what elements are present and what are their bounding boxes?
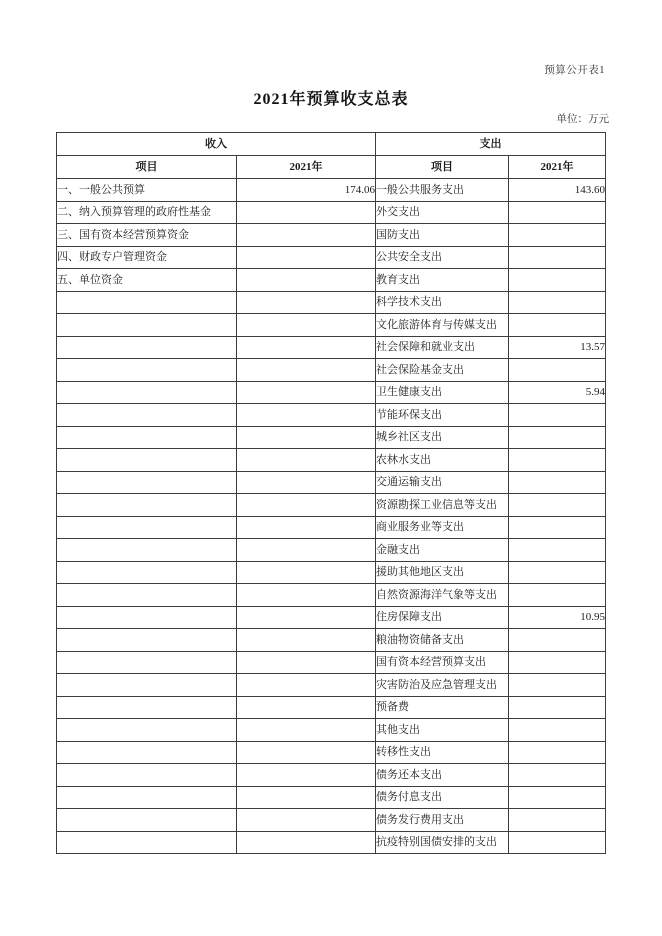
expense-item-cell: 一般公共服务支出 xyxy=(376,179,509,202)
income-group-header: 收入 xyxy=(57,133,376,156)
expense-item-cell: 交通运输支出 xyxy=(376,471,509,494)
income-item-cell xyxy=(57,291,237,314)
expense-value-cell xyxy=(509,494,606,517)
income-item-cell xyxy=(57,674,237,697)
table-row xyxy=(57,606,606,629)
expense-value-cell xyxy=(509,404,606,427)
income-item-cell xyxy=(57,786,237,809)
column-header-row xyxy=(57,156,606,179)
income-item-cell xyxy=(57,426,237,449)
income-item-cell: 二、纳入预算管理的政府性基金 xyxy=(57,201,237,224)
expense-item-cell: 住房保障支出 xyxy=(376,606,509,629)
expense-year-column-header: 2021年 xyxy=(509,156,606,179)
income-value-cell xyxy=(237,629,376,652)
table-row xyxy=(57,516,606,539)
income-item-cell xyxy=(57,764,237,787)
expense-item-cell: 债务付息支出 xyxy=(376,786,509,809)
income-value-cell xyxy=(237,651,376,674)
income-value-cell xyxy=(237,584,376,607)
expense-item-cell: 外交支出 xyxy=(376,201,509,224)
income-value-cell xyxy=(237,516,376,539)
table-row xyxy=(57,494,606,517)
table-row xyxy=(57,381,606,404)
income-item-cell xyxy=(57,314,237,337)
table-row xyxy=(57,246,606,269)
income-value-cell xyxy=(237,449,376,472)
income-value-cell xyxy=(237,786,376,809)
table-row xyxy=(57,426,606,449)
expense-item-cell: 自然资源海洋气象等支出 xyxy=(376,584,509,607)
budget-table xyxy=(56,132,606,854)
income-value-cell: 174.06 xyxy=(237,179,376,202)
income-item-cell: 一、一般公共预算 xyxy=(57,179,237,202)
table-row xyxy=(57,471,606,494)
income-item-cell xyxy=(57,831,237,854)
table-row xyxy=(57,539,606,562)
table-row xyxy=(57,651,606,674)
expense-item-cell: 抗疫特别国债安排的支出 xyxy=(376,831,509,854)
table-row xyxy=(57,629,606,652)
income-item-cell xyxy=(57,606,237,629)
income-value-cell xyxy=(237,201,376,224)
income-item-cell xyxy=(57,651,237,674)
table-row xyxy=(57,719,606,742)
income-value-cell xyxy=(237,696,376,719)
table-row xyxy=(57,786,606,809)
corner-note: 预算公开表1 xyxy=(544,65,605,76)
income-item-cell: 五、单位资金 xyxy=(57,269,237,292)
table-row xyxy=(57,201,606,224)
income-item-cell xyxy=(57,629,237,652)
income-item-column-header: 项目 xyxy=(57,156,237,179)
expense-item-cell: 援助其他地区支出 xyxy=(376,561,509,584)
income-value-cell xyxy=(237,246,376,269)
income-value-cell xyxy=(237,336,376,359)
expense-item-cell: 转移性支出 xyxy=(376,741,509,764)
budget-table-header xyxy=(57,133,606,179)
expense-value-cell: 13.57 xyxy=(509,336,606,359)
expense-item-cell: 债务还本支出 xyxy=(376,764,509,787)
table-row xyxy=(57,741,606,764)
income-value-cell xyxy=(237,831,376,854)
income-value-cell xyxy=(237,494,376,517)
table-row xyxy=(57,674,606,697)
income-value-cell xyxy=(237,809,376,832)
unit-note: 单位：万元 xyxy=(556,114,609,125)
expense-item-cell: 文化旅游体育与传媒支出 xyxy=(376,314,509,337)
expense-value-cell xyxy=(509,291,606,314)
table-row xyxy=(57,584,606,607)
expense-item-cell: 资源勘探工业信息等支出 xyxy=(376,494,509,517)
table-row xyxy=(57,269,606,292)
expense-value-cell: 5.94 xyxy=(509,381,606,404)
income-value-cell xyxy=(237,224,376,247)
expense-value-cell xyxy=(509,719,606,742)
table-row xyxy=(57,764,606,787)
income-value-cell xyxy=(237,359,376,382)
expense-value-cell xyxy=(509,516,606,539)
expense-value-cell xyxy=(509,359,606,382)
expense-value-cell xyxy=(509,224,606,247)
table-row xyxy=(57,449,606,472)
expense-value-cell: 10.95 xyxy=(509,606,606,629)
expense-value-cell xyxy=(509,629,606,652)
income-value-cell xyxy=(237,269,376,292)
table-row xyxy=(57,291,606,314)
income-value-cell xyxy=(237,404,376,427)
income-item-cell xyxy=(57,584,237,607)
expense-item-cell: 社会保险基金支出 xyxy=(376,359,509,382)
income-value-cell xyxy=(237,381,376,404)
income-value-cell xyxy=(237,764,376,787)
income-item-cell: 三、国有资本经营预算资金 xyxy=(57,224,237,247)
budget-table-body xyxy=(57,179,606,854)
income-value-cell xyxy=(237,719,376,742)
expense-item-cell: 国防支出 xyxy=(376,224,509,247)
income-value-cell xyxy=(237,606,376,629)
income-item-cell xyxy=(57,471,237,494)
expense-item-cell: 卫生健康支出 xyxy=(376,381,509,404)
expense-value-cell xyxy=(509,674,606,697)
expense-item-cell: 城乡社区支出 xyxy=(376,426,509,449)
expense-value-cell xyxy=(509,584,606,607)
table-row xyxy=(57,314,606,337)
income-year-column-header: 2021年 xyxy=(237,156,376,179)
income-item-cell xyxy=(57,359,237,382)
expense-item-cell: 科学技术支出 xyxy=(376,291,509,314)
expense-value-cell xyxy=(509,201,606,224)
expense-item-cell: 债务发行费用支出 xyxy=(376,809,509,832)
table-row xyxy=(57,831,606,854)
expense-value-cell xyxy=(509,786,606,809)
income-item-cell xyxy=(57,494,237,517)
expense-value-cell xyxy=(509,696,606,719)
table-row xyxy=(57,359,606,382)
expense-item-cell: 其他支出 xyxy=(376,719,509,742)
income-value-cell xyxy=(237,426,376,449)
income-item-cell xyxy=(57,696,237,719)
income-value-cell xyxy=(237,539,376,562)
income-item-cell xyxy=(57,719,237,742)
expense-value-cell xyxy=(509,561,606,584)
income-value-cell xyxy=(237,741,376,764)
table-row xyxy=(57,561,606,584)
income-value-cell xyxy=(237,471,376,494)
table-row xyxy=(57,224,606,247)
expense-value-cell xyxy=(509,314,606,337)
income-item-cell: 四、财政专户管理资金 xyxy=(57,246,237,269)
expense-item-column-header: 项目 xyxy=(376,156,509,179)
expense-item-cell: 国有资本经营预算支出 xyxy=(376,651,509,674)
expense-item-cell: 金融支出 xyxy=(376,539,509,562)
expense-value-cell xyxy=(509,741,606,764)
income-item-cell xyxy=(57,516,237,539)
expense-item-cell: 教育支出 xyxy=(376,269,509,292)
expense-value-cell xyxy=(509,539,606,562)
expense-item-cell: 商业服务业等支出 xyxy=(376,516,509,539)
expense-value-cell xyxy=(509,246,606,269)
table-row xyxy=(57,336,606,359)
expense-value-cell xyxy=(509,449,606,472)
table-row xyxy=(57,404,606,427)
group-header-row xyxy=(57,133,606,156)
income-item-cell xyxy=(57,741,237,764)
table-row xyxy=(57,179,606,202)
expense-item-cell: 农林水支出 xyxy=(376,449,509,472)
expense-item-cell: 社会保障和就业支出 xyxy=(376,336,509,359)
expense-value-cell xyxy=(509,831,606,854)
income-value-cell xyxy=(237,314,376,337)
expense-value-cell: 143.60 xyxy=(509,179,606,202)
expense-value-cell xyxy=(509,764,606,787)
expense-value-cell xyxy=(509,651,606,674)
table-row xyxy=(57,696,606,719)
expense-value-cell xyxy=(509,269,606,292)
expense-item-cell: 粮油物资储备支出 xyxy=(376,629,509,652)
income-item-cell xyxy=(57,381,237,404)
income-item-cell xyxy=(57,561,237,584)
income-item-cell xyxy=(57,404,237,427)
page-title: 2021年预算收支总表 xyxy=(253,91,409,108)
income-item-cell xyxy=(57,809,237,832)
income-item-cell xyxy=(57,336,237,359)
expense-item-cell: 预备费 xyxy=(376,696,509,719)
table-row xyxy=(57,809,606,832)
expense-value-cell xyxy=(509,809,606,832)
expense-value-cell xyxy=(509,426,606,449)
income-item-cell xyxy=(57,449,237,472)
expense-item-cell: 灾害防治及应急管理支出 xyxy=(376,674,509,697)
expense-item-cell: 节能环保支出 xyxy=(376,404,509,427)
income-value-cell xyxy=(237,674,376,697)
income-value-cell xyxy=(237,291,376,314)
expense-item-cell: 公共安全支出 xyxy=(376,246,509,269)
expense-group-header: 支出 xyxy=(376,133,606,156)
income-value-cell xyxy=(237,561,376,584)
expense-value-cell xyxy=(509,471,606,494)
income-item-cell xyxy=(57,539,237,562)
